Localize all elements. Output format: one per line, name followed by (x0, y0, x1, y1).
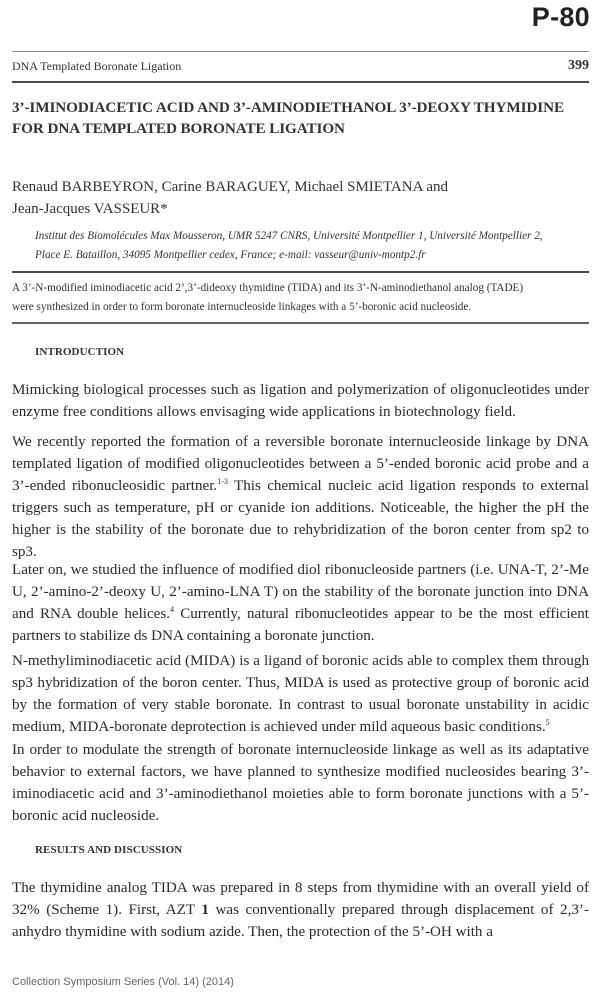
paragraph (12, 739, 589, 827)
reference-superscript[interactable]: 5 (545, 717, 550, 727)
paragraph-text: This chemical nucleic acid ligation responds to external triggers such as temperature, pH or cyanide ion additions. Noticeable, the higher the pH the higher is the stability of the boronate due to rehybridization of the boron center from sp2 to sp3. (12, 478, 589, 560)
paragraph (12, 559, 589, 647)
poster-id: P-80 (531, 2, 590, 32)
affiliation-line: Institut des Biomolécules Max Mousseron, UMR 5247 CNRS, Université Montpellier 1, Université Montpellier 2, (35, 230, 543, 242)
affiliation-line: Place E. Bataillon, 34095 Montpellier cedex, France; e-mail: vasseur@univ-montp2.fr (35, 249, 426, 261)
paragraph-text: In order to modulate the strength of boronate internucleoside linkage as well as its adaptative behavior to external factors, we have planned to synthesize modified nucleosides bearing 3’-iminodiacetic acid and 3’-aminodiethanol moieties able to form boronate junctions with a 5’-boronic acid nucleoside. (12, 742, 589, 824)
authors (12, 176, 572, 220)
header-rule-bottom (12, 81, 589, 83)
paragraph-text: Mimicking biological processes such as ligation and polymerization of oligonucleotides under enzyme free conditions allows envisaging wide applications in biotechnology field. (12, 382, 589, 420)
abstract-line: A 3’-N-modified iminodiacetic acid 2’,3’-dideoxy thymidine (TIDA) and its 3’-N-aminodiethanol analog (TADE) (12, 282, 524, 294)
page-number: 399 (568, 58, 589, 73)
authors-line: Jean-Jacques VASSEUR* (12, 201, 168, 217)
section-heading-results: RESULTS AND DISCUSSION (35, 844, 183, 856)
authors-line: Renaud BARBEYRON, Carine BARAGUEY, Michael SMIETANA and (12, 179, 448, 195)
article-title (12, 97, 597, 139)
abstract (12, 279, 597, 317)
section-heading-introduction: INTRODUCTION (35, 346, 125, 358)
article-title-line: FOR DNA TEMPLATED BORONATE LIGATION (12, 120, 345, 137)
abstract-line: were synthesized in order to form boronate internucleoside linkages with a 5’-boronic acid nucleoside. (12, 301, 472, 313)
running-header-title: DNA Templated Boronate Ligation (12, 59, 182, 73)
paragraph-text: We recently reported the formation of a reversible boronate internucleoside linkage by DNA templated ligation of modified oligonucleotides between a 5’-ended boronic acid probe and a 3’-ended ribonucleosidic partner. (12, 434, 589, 494)
paragraph (12, 650, 589, 738)
compound-number: 1 (201, 902, 209, 918)
reference-superscript[interactable]: 1-3 (217, 476, 228, 486)
header-rule-top (12, 51, 589, 52)
paragraph-text: Currently, natural ribonucleotides appear to be the most efficient partners to stabilize ds DNA containing a boronate junction. (12, 606, 589, 644)
paragraph-text: Later on, we studied the influence of modified diol ribonucleoside partners (i.e. UNA-T, 2’-Me U, 2’-amino-2’-deoxy U, 2’-amino-LNA T) on the stability of the boronate junction into DNA and RNA double helices. (12, 562, 589, 622)
abstract-rule-bottom (12, 322, 589, 324)
affiliation (35, 227, 595, 265)
reference-superscript[interactable]: 4 (170, 604, 175, 614)
paragraph-text: N-methyliminodiacetic acid (MIDA) is a ligand of boronic acids able to complex them through sp3 hybridization of the boron center. Thus, MIDA is used as protective group of boronic acid by the formation of very stable boronate. In contrast to usual boronate unstability in acidic medium, MIDA-boronate deprotection is achieved under mild aqueous basic conditions. (12, 653, 589, 735)
paragraph-text: The thymidine analog TIDA was prepared in 8 steps from thymidine with an overall yield of 32% (Scheme 1). First, AZT (12, 880, 589, 918)
abstract-rule-top (12, 271, 589, 273)
footer-citation: Collection Symposium Series (Vol. 14) (2014) (12, 976, 234, 988)
paragraph (12, 877, 589, 943)
paragraph-text: was conventionally prepared through displacement of 2,3’-anhydro thymidine with sodium azide. Then, the protection of the 5’-OH with a (12, 902, 589, 940)
paragraph (12, 379, 589, 423)
paragraph (12, 431, 589, 563)
article-title-line: 3’-IMINODIACETIC ACID AND 3’-AMINODIETHANOL 3’-DEOXY THYMIDINE (12, 99, 564, 116)
